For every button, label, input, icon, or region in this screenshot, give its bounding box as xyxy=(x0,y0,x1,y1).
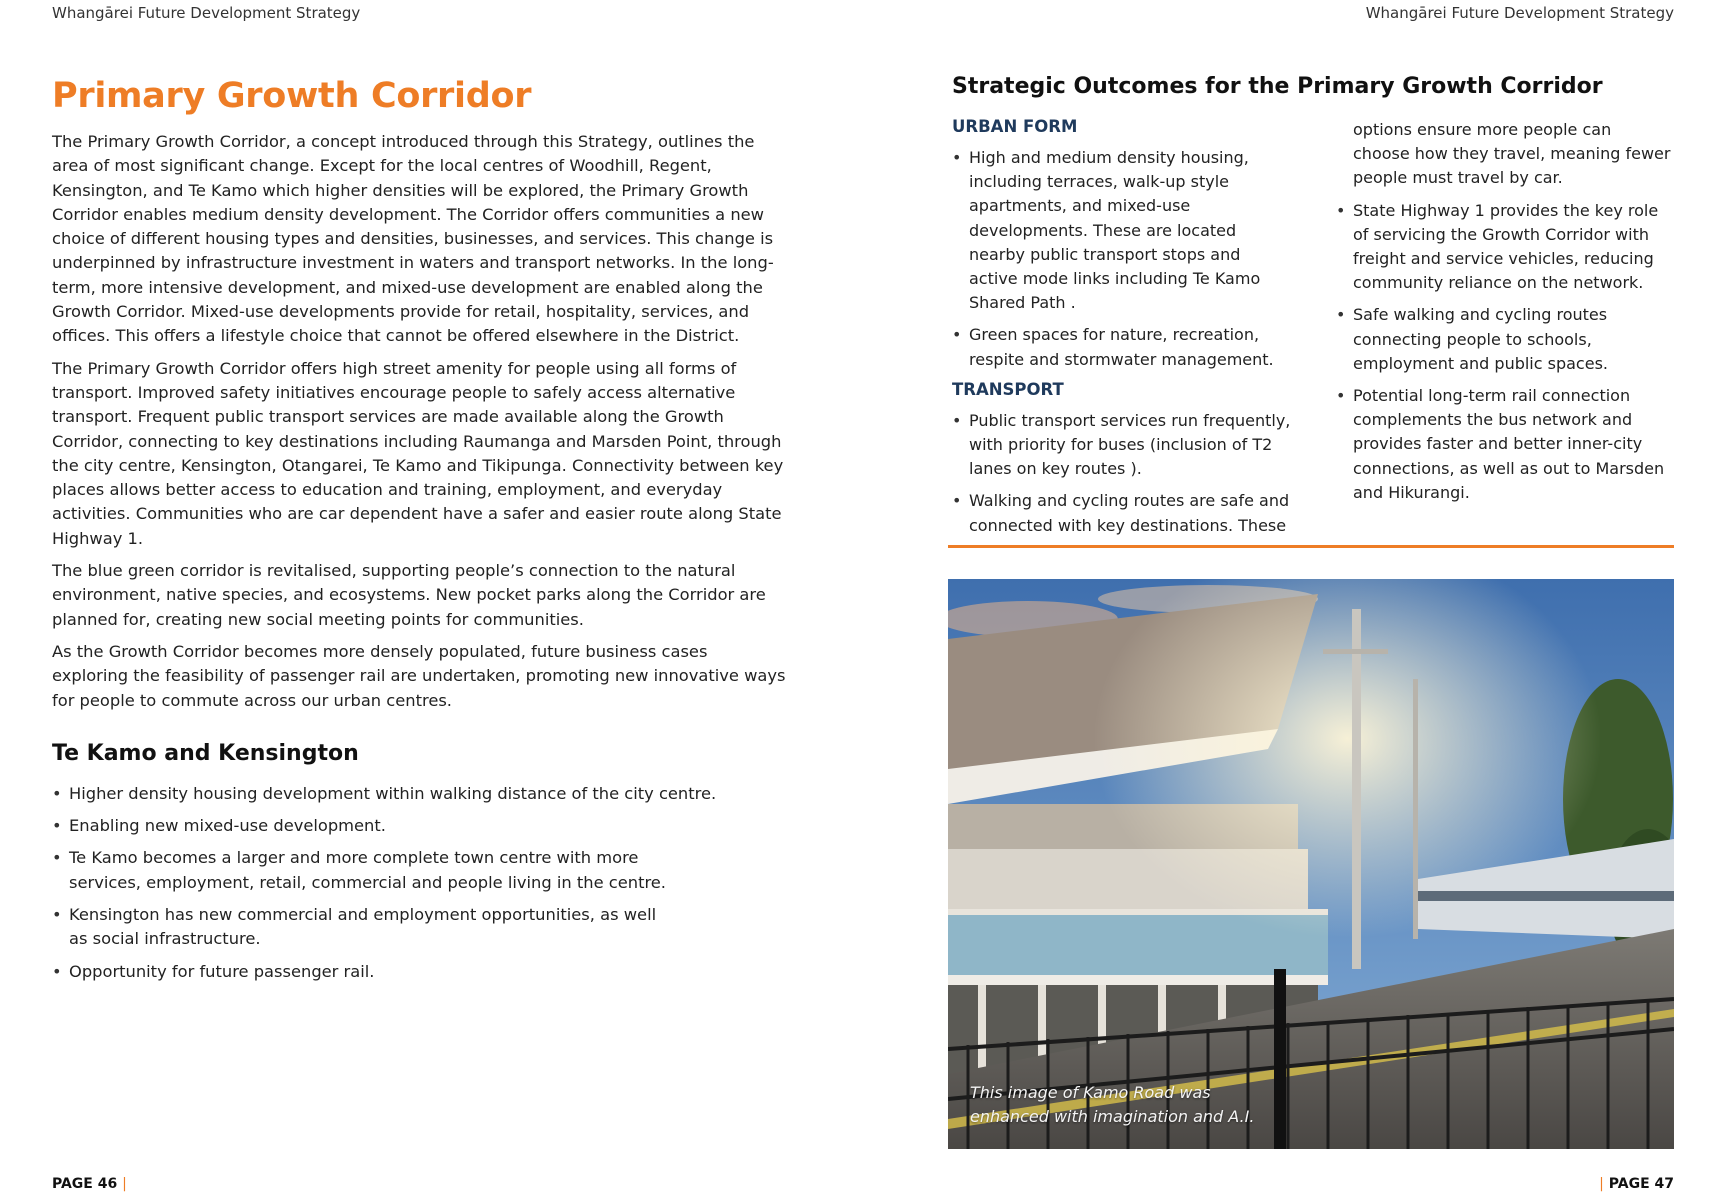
list-item: • Opportunity for future passenger rail. xyxy=(52,960,787,984)
continued-text: options ensure more people can choose how they travel, meaning fewer people must travel by car. xyxy=(1353,120,1671,188)
body-paragraph: The Primary Growth Corridor offers high street amenity for people using all forms of transport. Improved safety initiatives encourage people to safely access alternative transport. Frequent public transport services are made available along the Growth Corridor, connecting to key destinations including Raumanga and Marsden Point, through the city centre, Kensington, Otangarei, Te Kamo and Tikipunga. Connectivity between key places allows better access to education and training, employment, and everyday activities. Communities who are car dependent have a safer and easier route along State Highway 1. xyxy=(52,358,784,548)
page-number-text: PAGE 46 xyxy=(52,1176,118,1192)
kamo-road-photo xyxy=(948,579,1674,1149)
page-number-right xyxy=(1599,1176,1674,1192)
page-number-left xyxy=(52,1176,127,1192)
urban-form-heading: URBAN FORM xyxy=(952,117,1078,136)
strategic-outcomes-title: Strategic Outcomes for the Primary Growth Corridor xyxy=(952,74,1603,99)
left-page-content xyxy=(52,70,787,992)
running-header-left: Whangārei Future Development Strategy xyxy=(52,4,361,22)
outcomes-column-1 xyxy=(952,117,1292,546)
section-heading-te-kamo: Te Kamo and Kensington xyxy=(52,740,359,766)
transport-heading: TRANSPORT xyxy=(952,379,1064,399)
list-item: • Safe walking and cycling routes connecting people to schools, employment and public spaces. xyxy=(1336,303,1672,376)
list-item: • Potential long-term rail connection complements the bus network and provides faster and better inner-city connections, as well as out to Marsden and Hikurangi. xyxy=(1336,384,1672,505)
page-number-text: PAGE 47 xyxy=(1608,1176,1674,1192)
body-paragraph: As the Growth Corridor becomes more densely populated, future business cases exploring the feasibility of passenger rail are undertaken, promoting new innovative ways for people to commute across our urban centres. xyxy=(52,641,786,710)
section-divider xyxy=(948,545,1674,548)
transport-list-a xyxy=(952,409,1292,538)
photo-caption: This image of Kamo Road was enhanced with imagination and A.I. xyxy=(970,1083,1255,1126)
page-separator: | xyxy=(1599,1176,1604,1192)
list-item: • Walking and cycling routes are safe and connected with key destinations. These xyxy=(952,489,1292,537)
photo-illustration xyxy=(948,579,1674,1149)
list-item: • Te Kamo becomes a larger and more complete town centre with more services, employment, retail, commercial and people living in the centre. xyxy=(52,846,709,895)
page-title: Primary Growth Corridor xyxy=(52,76,532,116)
list-item: • High and medium density housing, including terraces, walk-up style apartments, and mixed-use developments. These are located nearby public transport stops and active mode links including Te Kamo Shared Path . xyxy=(952,146,1292,315)
body-paragraph: The blue green corridor is revitalised, supporting people’s connection to the natural environment, native species, and ecosystems. New pocket parks along the Corridor are planned for, creating new social meeting points for communities. xyxy=(52,561,766,629)
body-paragraph: The Primary Growth Corridor, a concept introduced through this Strategy, outlines the area of most significant change. Except for the local centres of Woodhill, Regent, Kensington, and Te Kamo which higher densities will be explored, the Primary Growth Corridor enables medium density development. The Corridor offers communities a new choice of different housing types and densities, businesses, and services. This change is underpinned by infrastructure investment in waters and transport networks. In the long-term, more intensive development, and mixed-use development are enabled along the Growth Corridor. Mixed-use developments provide for retail, hospitality, services, and offices. This offers a lifestyle choice that cannot be offered elsewhere in the District. xyxy=(52,132,774,346)
list-item: • Kensington has new commercial and employment opportunities, as well as social infrastructure. xyxy=(52,903,679,952)
list-item: • Higher density housing development within walking distance of the city centre. xyxy=(52,782,787,806)
te-kamo-bullet-list xyxy=(52,782,787,984)
list-item: • State Highway 1 provides the key role of servicing the Growth Corridor with freight and service vehicles, reducing community reliance on the network. xyxy=(1336,199,1672,296)
list-item: • Enabling new mixed-use development. xyxy=(52,814,787,838)
urban-form-list xyxy=(952,146,1292,372)
list-item: • Green spaces for nature, recreation, respite and stormwater management. xyxy=(952,323,1292,371)
list-item: • Public transport services run frequently, with priority for buses (inclusion of T2 lanes on key routes ). xyxy=(952,409,1292,482)
outcomes-column-2 xyxy=(1336,118,1672,513)
transport-list-b xyxy=(1336,199,1672,505)
running-header-right: Whangārei Future Development Strategy xyxy=(1365,4,1674,22)
page-separator: | xyxy=(122,1176,127,1192)
